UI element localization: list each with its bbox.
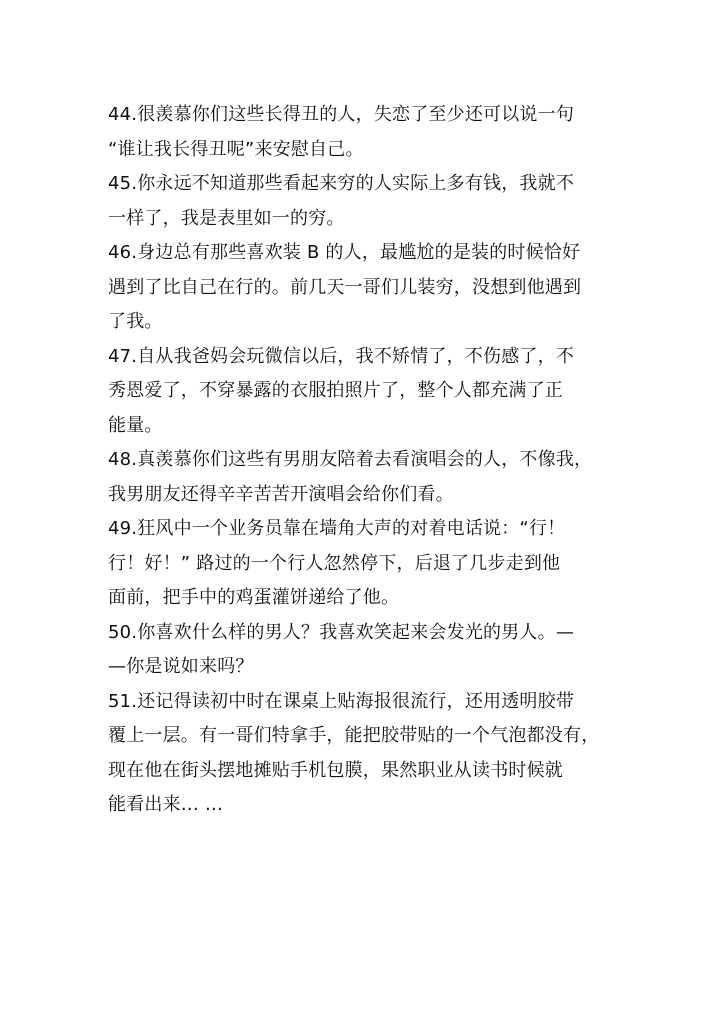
text-line: 46.身边总有那些喜欢装 B 的人，最尴尬的是装的时候恰好 <box>108 242 581 263</box>
text-line: 遇到了比自己在行的。前几天一哥们儿装穷，没想到他遇到 <box>108 276 582 298</box>
text-line: 48.真羡慕你们这些有男朋友陪着去看演唱会的人，不像我， <box>108 449 593 470</box>
text-line: 45.你永远不知道那些看起来穷的人实际上多有钱，我就不 <box>108 173 575 194</box>
text-line: 行！好！” 路过的一个行人忽然停下，后退了几步走到他 <box>108 552 561 574</box>
text-line: 覆上一层。有一哥们特拿手，能把胶带贴的一个气泡都没有， <box>108 725 600 746</box>
text-line: 一样了，我是表里如一的穷。 <box>108 207 345 229</box>
text-line: 面前，把手中的鸡蛋灌饼递给了他。 <box>108 587 400 608</box>
text-body <box>108 98 628 823</box>
text-line: 能量。 <box>108 414 163 436</box>
text-line: “谁让我长得丑呢”来安慰自己。 <box>108 138 364 160</box>
text-line: 44.很羡慕你们这些长得丑的人，失恋了至少还可以说一句 <box>108 104 575 125</box>
text-line: 能看出来… … <box>108 794 224 815</box>
text-line: 51.还记得读初中时在课桌上贴海报很流行，还用透明胶带 <box>108 690 575 712</box>
text-line: 50.你喜欢什么样的男人？我喜欢笑起来会发光的男人。— <box>108 621 575 643</box>
text-line: 了我。 <box>108 311 163 332</box>
text-line: —你是说如来吗？ <box>108 656 254 677</box>
text-line: 现在他在街头摆地摊贴手机包膜，果然职业从读书时候就 <box>108 759 563 781</box>
text-line: 我男朋友还得辛辛苦苦开演唱会给你们看。 <box>108 483 454 505</box>
text-line: 秀恩爱了，不穿暴露的衣服拍照片了，整个人都充满了正 <box>108 380 563 401</box>
text-line: 47.自从我爸妈会玩微信以后，我不矫情了，不伤感了，不 <box>108 345 575 367</box>
text-line: 49.狂风中一个业务员靠在墙角大声的对着电话说：“行！ <box>108 518 566 539</box>
